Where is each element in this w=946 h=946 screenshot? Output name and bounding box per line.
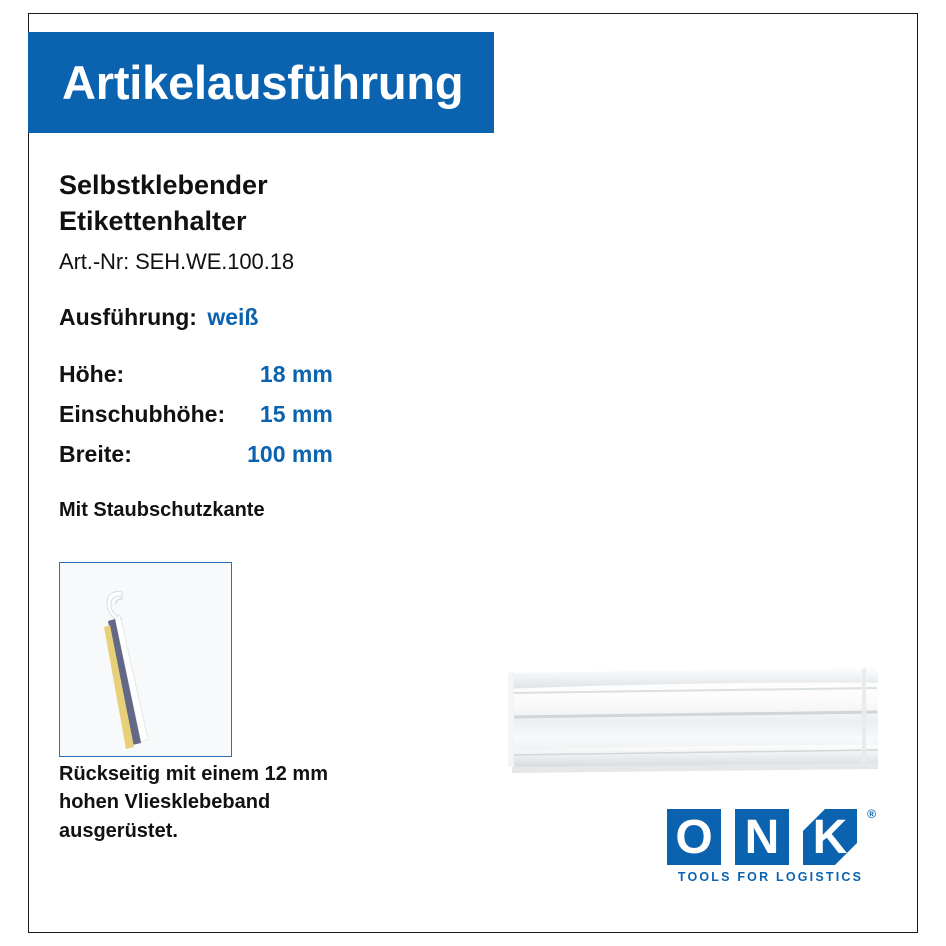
dimension-label-einschubhoehe: Einschubhöhe: — [59, 400, 226, 427]
product-name — [59, 168, 529, 240]
svg-text:N: N — [744, 811, 780, 864]
dimension-value-breite: 100 mm — [247, 440, 333, 467]
variant-row — [59, 304, 529, 331]
svg-text:K: K — [812, 811, 848, 864]
page-title: Artikelausführung — [62, 56, 464, 109]
label-holder-profile-image — [500, 655, 890, 785]
variant-value: weiß — [207, 303, 259, 330]
logo-tagline: TOOLS FOR LOGISTICS — [677, 870, 864, 884]
dimension-value-hoehe: 18 mm — [259, 360, 333, 387]
note-backside-line1: Rückseitig mit einem 12 mm — [59, 763, 328, 785]
company-logo — [665, 806, 875, 896]
table-row — [59, 401, 333, 441]
note-backside-line2: hohen Vliesklebeband — [59, 791, 271, 814]
dimension-value-einschubhoehe: 15 mm — [259, 400, 333, 427]
product-name-line2: Etikettenhalter — [59, 205, 247, 236]
note-backside-adhesive — [59, 760, 389, 845]
product-info-block — [59, 168, 529, 522]
variant-label: Ausführung: — [59, 303, 197, 330]
article-number: Art.-Nr: SEH.WE.100.18 — [59, 248, 294, 274]
table-row — [59, 441, 333, 481]
registered-trademark-icon: ® — [867, 807, 876, 821]
dimension-label-hoehe: Höhe: — [59, 360, 125, 387]
product-name-line1: Selbstklebender — [59, 170, 268, 200]
table-row — [59, 361, 333, 401]
onk-logo-mark — [665, 806, 875, 868]
detail-image-frame — [59, 562, 232, 757]
dimensions-table — [59, 361, 333, 481]
dimension-label-breite: Breite: — [59, 440, 132, 467]
title-banner — [28, 32, 494, 133]
cross-section-detail-image — [60, 563, 231, 756]
note-backside-line3: ausgerüstet. — [59, 819, 178, 842]
note-dust-edge: Mit Staubschutzkante — [59, 498, 265, 521]
product-photo — [500, 655, 890, 785]
svg-text:O: O — [675, 811, 713, 864]
